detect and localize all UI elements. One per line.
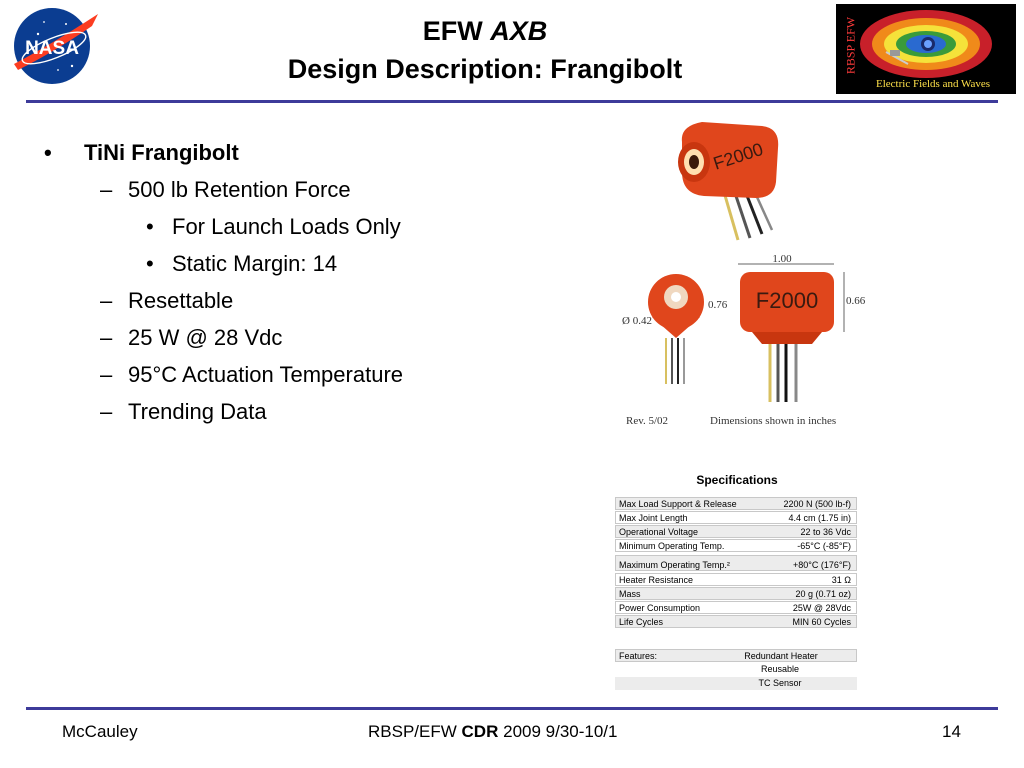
footer-author: McCauley [62,722,138,741]
device-side-view [622,274,728,384]
device-front-view [738,253,866,402]
header-rule [26,100,998,103]
bullet-dot: • [44,140,52,165]
table-row: Maximum Operating Temp.² +80°C (176°F) [615,555,857,571]
bullet-text: 95°C Actuation Temperature [128,362,403,387]
table-row: TC Sensor [615,677,857,690]
bullet-text: Trending Data [128,399,267,424]
page-number: 14 [942,722,961,741]
drawing-rev: Rev. 5/02 [626,415,669,427]
features-label: Features: [619,651,658,661]
bullet-text: For Launch Loads Only [172,214,401,239]
dim-top: 1.00 [772,253,792,265]
title-prefix: EFW [422,16,483,46]
table-row: Operational Voltage 22 to 36 Vdc [615,525,857,538]
drawing-dimensions-note: Dimensions shown in inches [710,415,837,427]
device-label-front: F2000 [755,288,819,313]
device-label-top: F2000 [710,138,766,174]
footer-rule [26,707,998,710]
rbsp-subtitle: Electric Fields and Waves [876,78,991,90]
table-row: Life Cycles MIN 60 Cycles [615,615,857,628]
table-row: Minimum Operating Temp. -65°C (-85°F) [615,539,857,552]
table-row: Features: Redundant Heater [615,649,857,662]
bullet-text: 500 lb Retention Force [128,177,351,202]
table-row: Power Consumption 25W @ 28Vdc [615,601,857,614]
frangibolt-drawing [612,112,866,432]
table-row: Reusable [760,664,800,674]
device-perspective [678,122,778,240]
rbsp-vertical-text: RBSP EFW [843,16,858,75]
title-line2: Design Description: Frangibolt [287,54,683,84]
table-row: Max Load Support & Release 2200 N (500 lb-f) [615,497,857,510]
dim-mid: 0.76 [708,299,728,311]
title-italic: AXB [490,16,548,46]
bullet-text: Resettable [128,288,234,313]
specs-title: Specifications [696,473,778,487]
dim-right: 0.66 [846,295,866,307]
dim-left: Ø 0.42 [622,315,652,327]
bullet-text: 25 W @ 28 Vdc [128,325,283,350]
bullet-main-text: TiNi Frangibolt [84,140,239,165]
svg-text:NASA: NASA [25,38,79,59]
rbsp-efw-logo [836,4,1016,94]
footer-center: RBSP/EFW CDR 2009 9/30-10/1 [368,722,618,741]
table-row: Heater Resistance 31 Ω [615,573,857,586]
page-title [180,12,790,88]
table-row: Max Joint Length 4.4 cm (1.75 in) [615,511,857,524]
nasa-logo [8,4,100,86]
bullet-text: Static Margin: 14 [172,251,338,276]
table-row: Mass 20 g (0.71 oz) [615,587,857,600]
